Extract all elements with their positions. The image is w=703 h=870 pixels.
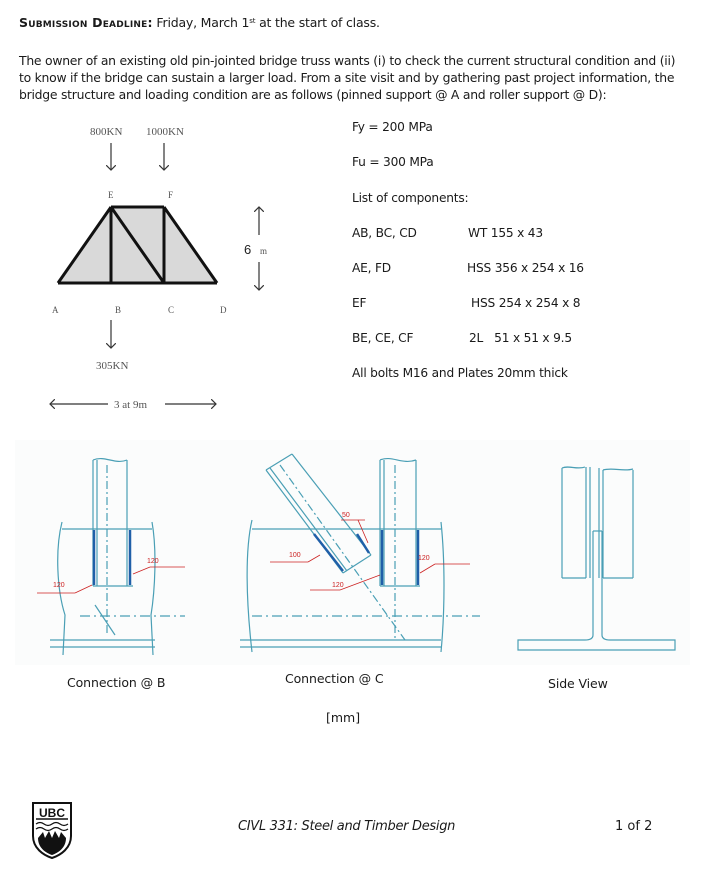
problem-statement: The owner of an existing old pin-jointed bridge truss wants (i) to check the current structural condition and (ii) to know if the bridge can sustain a larger load. From a site visit and by gathering past project information, the bridge structure and loading condition are as follows (pinned support @ A and roller support @ D): bbox=[19, 53, 676, 102]
component-section: HSS 254 x 254 x 8 bbox=[471, 296, 581, 310]
component-members: EF bbox=[352, 296, 367, 310]
deadline-date: Friday, March 1 bbox=[152, 15, 250, 30]
component-section: WT 155 x 43 bbox=[468, 226, 543, 240]
weld-dimension-c-diagonal-bottom: 120 bbox=[332, 582, 344, 589]
load-label-f: 1000KN bbox=[146, 126, 184, 138]
units-note: [mm] bbox=[326, 710, 361, 725]
deadline-rest: at the start of class. bbox=[255, 15, 380, 30]
ubc-logo bbox=[30, 800, 74, 860]
weld-dimension-c-diagonal-left: 100 bbox=[289, 552, 301, 559]
component-section: 2L 51 x 51 x 9.5 bbox=[469, 331, 572, 345]
truss-diagram bbox=[30, 110, 330, 420]
caption-connection-c: Connection @ C bbox=[285, 671, 384, 686]
component-members: AB, BC, CD bbox=[352, 226, 417, 240]
load-label-b: 305KN bbox=[96, 360, 129, 372]
caption-side-view: Side View bbox=[548, 676, 608, 691]
yield-strength: Fy = 200 MPa bbox=[352, 120, 433, 134]
node-label-e: E bbox=[108, 190, 114, 200]
height-unit: m bbox=[260, 246, 268, 256]
bolts-plates-note: All bolts M16 and Plates 20mm thick bbox=[352, 366, 568, 380]
node-label-d: D bbox=[220, 305, 227, 315]
connection-drawings bbox=[15, 440, 690, 680]
submission-deadline bbox=[19, 15, 380, 30]
caption-connection-b: Connection @ B bbox=[67, 675, 166, 690]
weld-dimension-b-right: 120 bbox=[147, 558, 159, 565]
node-label-a: A bbox=[52, 305, 59, 315]
deadline-ordinal: st bbox=[249, 17, 256, 25]
ultimate-strength: Fu = 300 MPa bbox=[352, 155, 434, 169]
weld-dimension-b-left: 120 bbox=[53, 582, 65, 589]
page-number: 1 of 2 bbox=[615, 819, 653, 834]
components-heading: List of components: bbox=[352, 191, 469, 205]
component-members: BE, CE, CF bbox=[352, 331, 414, 345]
deadline-label: Submission Deadline: bbox=[19, 15, 153, 30]
node-label-c: C bbox=[168, 305, 175, 315]
node-label-f: F bbox=[168, 190, 174, 200]
component-section: HSS 356 x 254 x 16 bbox=[467, 261, 584, 275]
load-label-e: 800KN bbox=[90, 126, 123, 138]
weld-dimension-c-diagonal-top: 50 bbox=[342, 512, 350, 519]
span-label: 3 at 9m bbox=[114, 399, 147, 411]
height-value: 6 bbox=[244, 242, 252, 257]
weld-dimension-c-right: 120 bbox=[418, 555, 430, 562]
ubc-logo-text: UBC bbox=[39, 806, 65, 820]
course-title: CIVL 331: Steel and Timber Design bbox=[238, 819, 456, 834]
component-members: AE, FD bbox=[352, 261, 391, 275]
node-label-b: B bbox=[115, 305, 122, 315]
